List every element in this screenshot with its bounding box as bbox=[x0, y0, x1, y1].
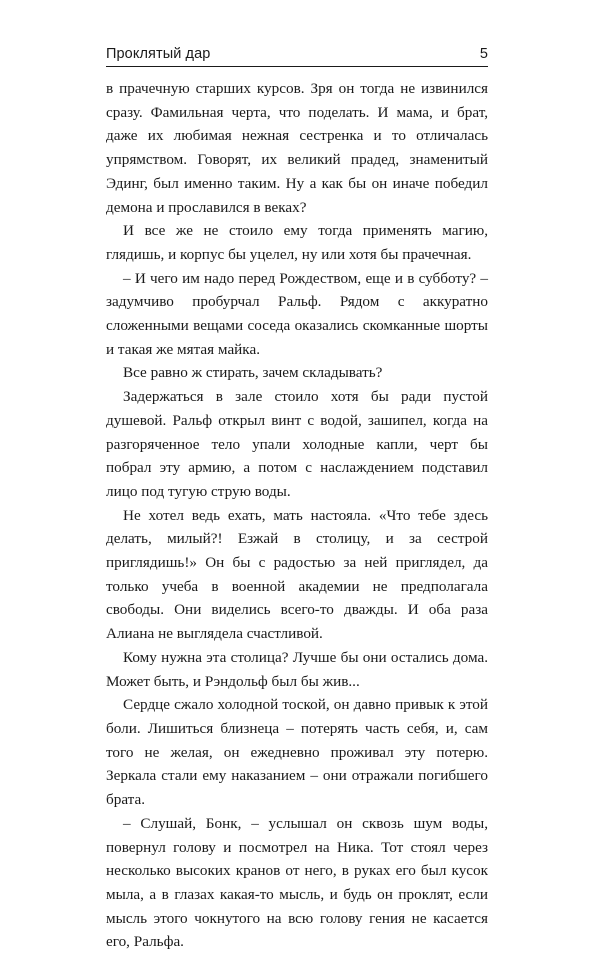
paragraph: – И чего им надо перед Рождеством, еще и в субботу? – задумчиво пробурчал Ральф. Рядом с аккуратно сложенными вещами соседа оказались скомканные шорты и такая же мятая майка. bbox=[106, 269, 488, 358]
page-number: 5 bbox=[479, 46, 488, 62]
paragraph: Не хотел ведь ехать, мать настояла. «Что тебе здесь делать, милый?! Езжай в столицу, и за сестрой приглядишь!» Он бы с радостью за ней приглядел, да только учеба в военной академии не предполагала свободы. Они виделись всего-то дважды. И оба раза Алиана не выглядела счастливой. bbox=[106, 506, 488, 643]
running-header bbox=[106, 44, 488, 67]
paragraph: – Слушай, Бонк, – услышал он сквозь шум воды, повернул голову и посмотрел на Ника. Тот стоял через несколько высоких кранов от него, в руках его был кусок мыла, а в глазах какая-то мысль, и будь он проклят, если мысль этого чокнутого на всю голову гения не касается его, Ральфа. bbox=[106, 814, 488, 951]
paragraph: в прачечную старших курсов. Зря он тогда не извинился сразу. Фамильная черта, что поделать. И мама, и брат, даже их любимая нежная сестренка и то отличалась упрямством. Говорят, их великий прадед, знаменитый Эдинг, был именно таким. Ну а как бы он иначе победил демона и прославился в веках? bbox=[106, 80, 488, 216]
paragraph: Сердце сжало холодной тоской, он давно привык к этой боли. Лишиться близнеца – потерять часть себя, и, сам того не желая, он ежедневно проживал эту потерю. Зеркала стали ему наказанием – они отражали погибшего брата. bbox=[106, 696, 488, 809]
paragraph: И все же не стоило ему тогда применять магию, глядишь, и корпус бы уцелел, ну или хотя бы прачечная. bbox=[106, 222, 488, 263]
body-text bbox=[106, 77, 488, 954]
paragraph: Все равно ж стирать, зачем складывать? bbox=[123, 364, 383, 382]
paragraph: Задержаться в зале стоило хотя бы ради пустой душевой. Ральф открыл винт с водой, зашипел, когда на разгоряченное тело упали холодные капли, черт бы побрал эту армию, а потом с наслаждением подставил лицо под тугую струю воды. bbox=[106, 388, 488, 500]
paragraph: Кому нужна эта столица? Лучше бы они остались дома. Может быть, и Рэндольф был бы жив... bbox=[106, 648, 488, 690]
running-title: Проклятый дар bbox=[106, 46, 211, 62]
